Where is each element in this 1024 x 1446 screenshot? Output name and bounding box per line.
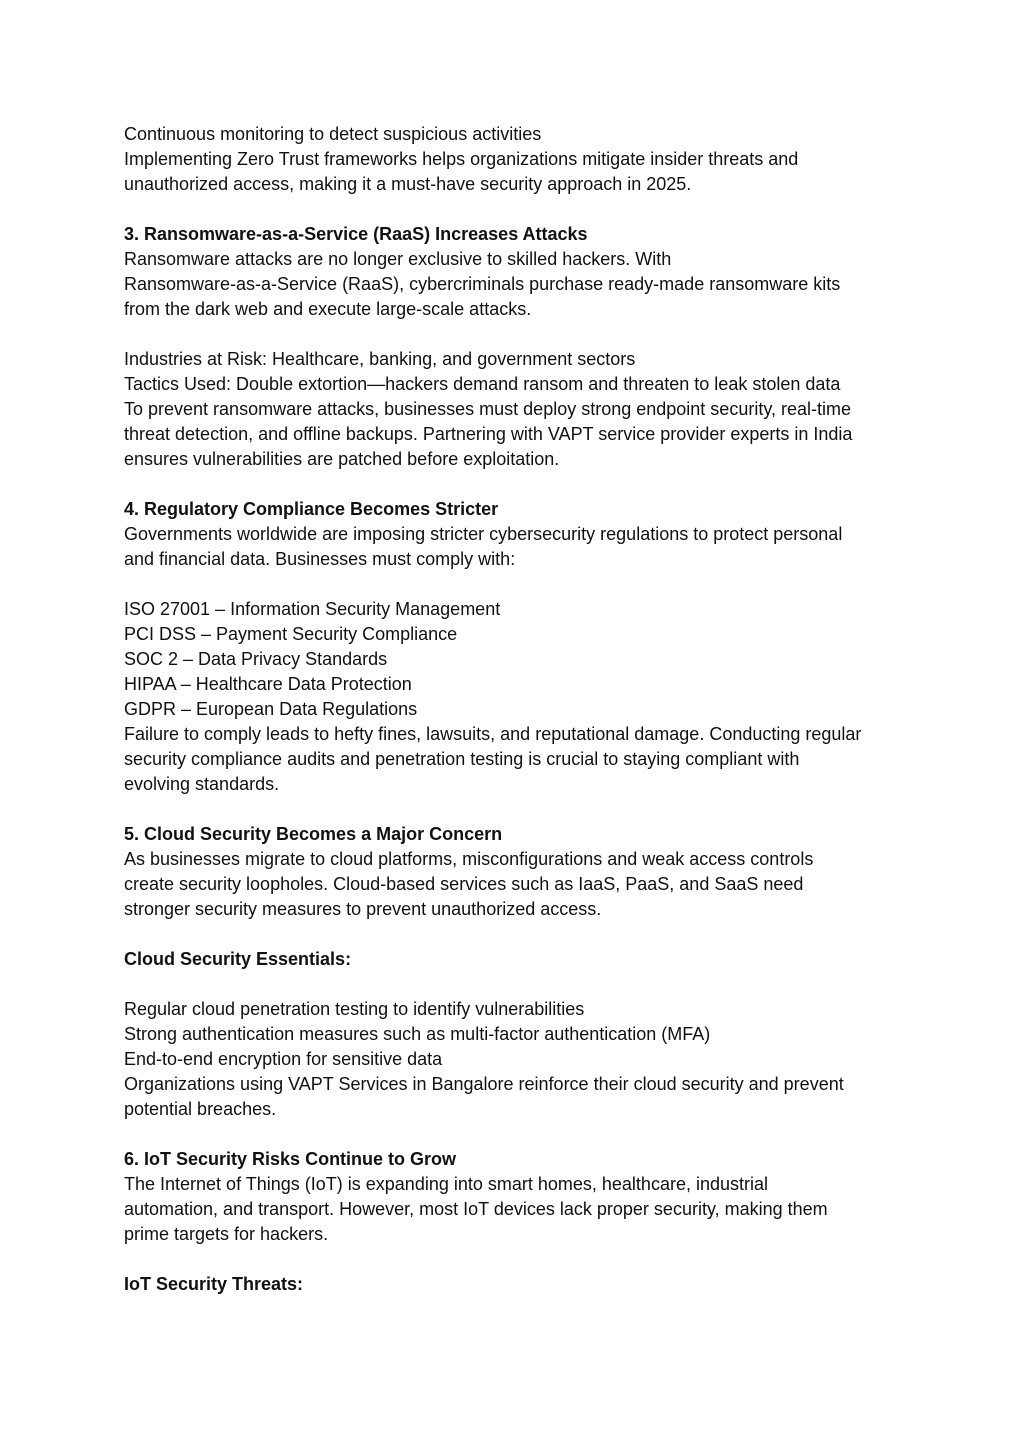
body-text: create security loopholes. Cloud-based services such as IaaS, PaaS, and SaaS need — [124, 874, 804, 894]
body-text: stronger security measures to prevent unauthorized access. — [124, 899, 602, 919]
list-item: GDPR – European Data Regulations — [124, 699, 418, 719]
paragraph-gap — [124, 972, 914, 997]
document-page — [124, 122, 914, 1297]
paragraph-gap — [124, 322, 914, 347]
body-text: Continuous monitoring to detect suspicious activities — [124, 124, 542, 144]
list-item: SOC 2 – Data Privacy Standards — [124, 649, 388, 669]
section-heading: 4. Regulatory Compliance Becomes Stricter — [124, 499, 499, 519]
list-item: Tactics Used: Double extortion—hackers demand ransom and threaten to leak stolen data — [124, 374, 841, 394]
body-text: security compliance audits and penetration testing is crucial to staying compliant with — [124, 749, 800, 769]
body-text: The Internet of Things (IoT) is expanding into smart homes, healthcare, industrial — [124, 1174, 768, 1194]
body-text: Implementing Zero Trust frameworks helps organizations mitigate insider threats and — [124, 149, 799, 169]
body-text: potential breaches. — [124, 1099, 277, 1119]
body-text: evolving standards. — [124, 774, 280, 794]
body-text: Ransomware-as-a-Service (RaaS), cybercriminals purchase ready-made ransomware kits — [124, 274, 841, 294]
body-text: and financial data. Businesses must comply with: — [124, 549, 516, 569]
paragraph-gap — [124, 797, 914, 822]
body-text: automation, and transport. However, most IoT devices lack proper security, making them — [124, 1199, 828, 1219]
list-item: Strong authentication measures such as multi-factor authentication (MFA) — [124, 1024, 711, 1044]
body-text: from the dark web and execute large-scale attacks. — [124, 299, 532, 319]
list-item: HIPAA – Healthcare Data Protection — [124, 674, 412, 694]
paragraph-gap — [124, 572, 914, 597]
paragraph-gap — [124, 1122, 914, 1147]
paragraph-gap — [124, 197, 914, 222]
body-text: Governments worldwide are imposing stricter cybersecurity regulations to protect personal — [124, 524, 843, 544]
body-text: As businesses migrate to cloud platforms, misconfigurations and weak access controls — [124, 849, 814, 869]
body-text: threat detection, and offline backups. Partnering with VAPT service provider experts in India — [124, 424, 853, 444]
body-text: ensures vulnerabilities are patched before exploitation. — [124, 449, 560, 469]
section-heading: 5. Cloud Security Becomes a Major Concern — [124, 824, 503, 844]
list-item: End-to-end encryption for sensitive data — [124, 1049, 443, 1069]
section-heading: 6. IoT Security Risks Continue to Grow — [124, 1149, 457, 1169]
body-text: Organizations using VAPT Services in Bangalore reinforce their cloud security and prevent — [124, 1074, 844, 1094]
body-text: To prevent ransomware attacks, businesses must deploy strong endpoint security, real-time — [124, 399, 852, 419]
paragraph-gap — [124, 1247, 914, 1272]
subsection-heading: IoT Security Threats: — [124, 1274, 304, 1294]
body-text: prime targets for hackers. — [124, 1224, 329, 1244]
subsection-heading: Cloud Security Essentials: — [124, 949, 352, 969]
paragraph-gap — [124, 472, 914, 497]
body-text: Ransomware attacks are no longer exclusive to skilled hackers. With — [124, 249, 672, 269]
list-item: Regular cloud penetration testing to identify vulnerabilities — [124, 999, 585, 1019]
paragraph-gap — [124, 922, 914, 947]
list-item: Industries at Risk: Healthcare, banking, and government sectors — [124, 349, 636, 369]
list-item: PCI DSS – Payment Security Compliance — [124, 624, 458, 644]
list-item: ISO 27001 – Information Security Management — [124, 599, 501, 619]
body-text: Failure to comply leads to hefty fines, lawsuits, and reputational damage. Conducting regular — [124, 724, 862, 744]
section-heading: 3. Ransomware-as-a-Service (RaaS) Increases Attacks — [124, 224, 588, 244]
body-text: unauthorized access, making it a must-have security approach in 2025. — [124, 174, 692, 194]
